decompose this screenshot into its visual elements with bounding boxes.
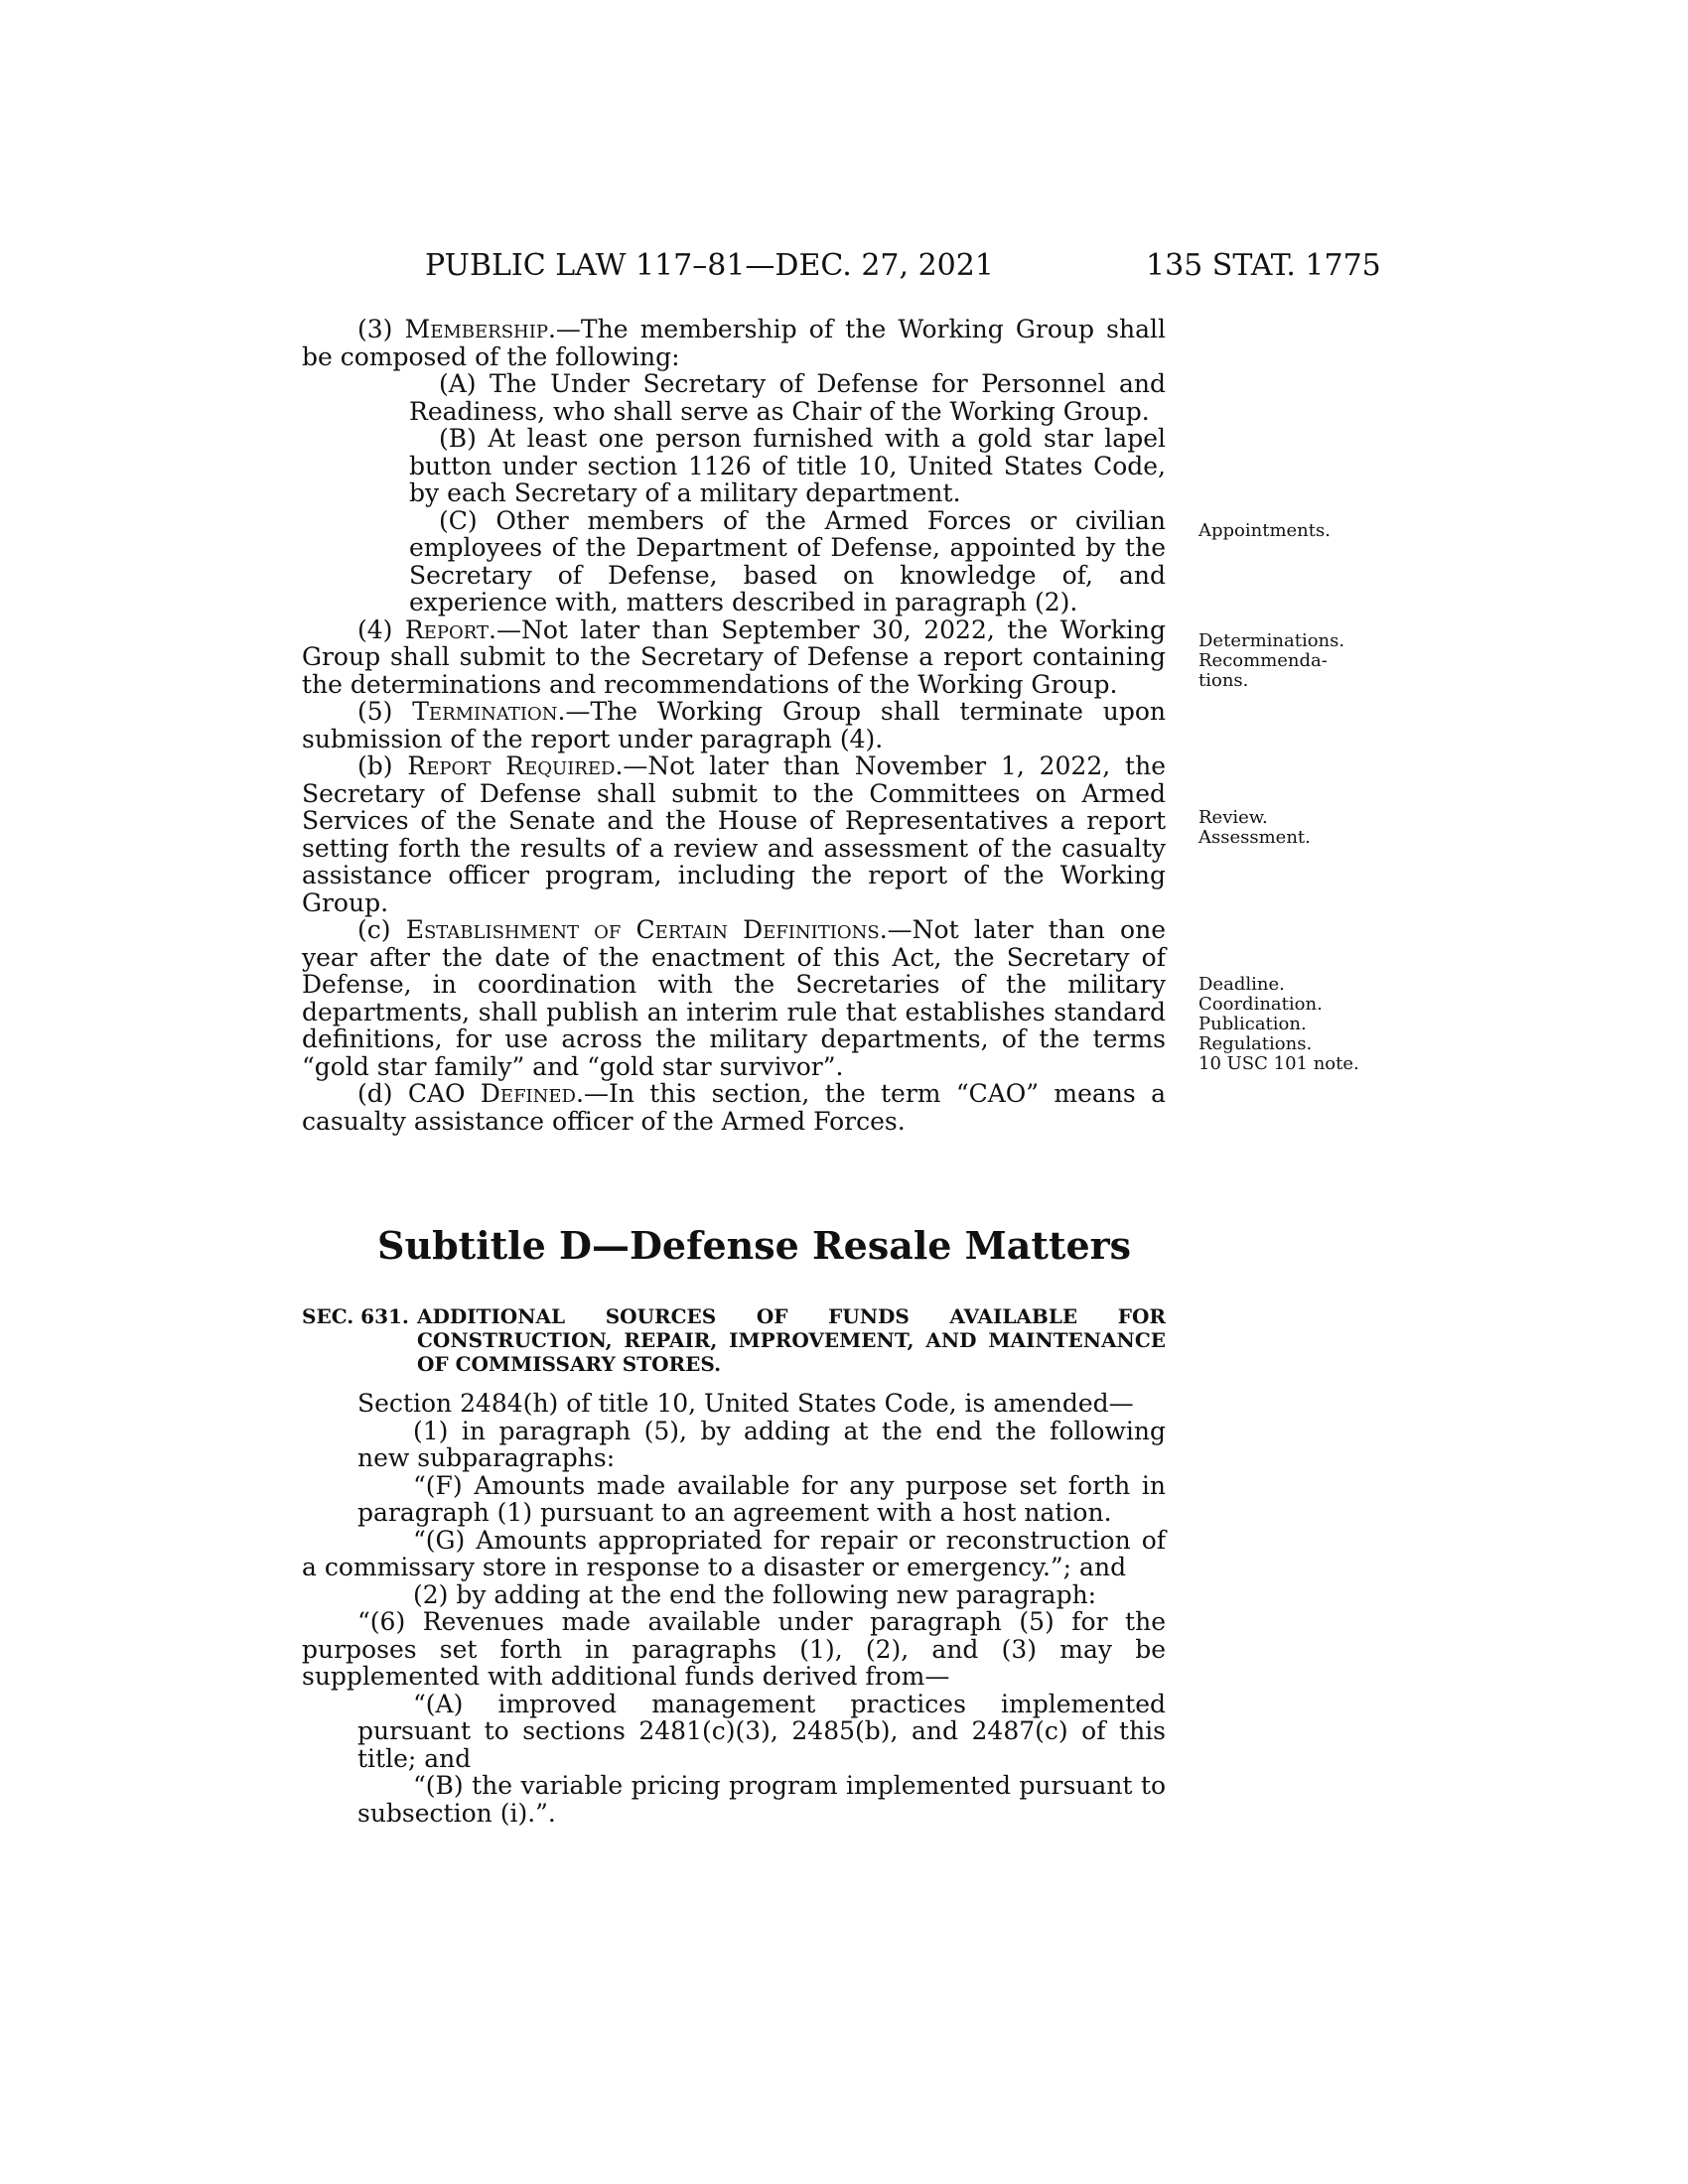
paragraph-4-heading: Report (404, 614, 489, 644)
section-631-item-g: “(G) Amounts appropriated for repair or reconstruction of a commissary store in response to a disaster or emergency.”; and (302, 1525, 1166, 1581)
paragraph-4: (4) Report.—Not later than September 30, 2022, the Working Group shall submit to the Secretary of Defense a report containing the determinations and recommendations of the Working Group. (302, 614, 1167, 699)
paragraph-3: (3) Membership.—The membership of the Working Group shall be composed of the following: (302, 315, 1167, 371)
page-header-stat: 135 STAT. 1775 (1146, 248, 1381, 283)
subparagraph-b: (B) At least one person furnished with a gold star lapel button under section 1126 of title 10, United States Code, by each Secretary of a military department. (409, 424, 1166, 507)
page-header-title: PUBLIC LAW 117–81—DEC. 27, 2021 (425, 248, 994, 283)
section-631-item-2: (2) by adding at the end the following new paragraph: (413, 1579, 1097, 1609)
subsection-b: (b) Report Required.—Not later than November 1, 2022, the Secretary of Defense shall submit to the Committees on Armed Services of the Senate and the House of Representatives a report setting forth the results of a review and assessment of the casualty assistance officer program, including the report of the Working Group. (302, 751, 1166, 917)
subtitle-heading: Subtitle D—Defense Resale Matters (377, 1223, 1132, 1268)
section-631-body (302, 1390, 1166, 1827)
section-631-item-a: “(A) improved management practices implemented pursuant to sections 2481(c)(3), 2485(b), and 2487(c) of this title; and (357, 1689, 1166, 1773)
subsection-c-heading: Establishment of Certain Definitions (405, 915, 880, 944)
section-631-item-f: “(F) Amounts made available for any purpose set forth in paragraph (1) pursuant to an agreement with a host nation. (357, 1470, 1166, 1527)
subsection-d: (d) CAO Defined.—In this section, the term “CAO” means a casualty assistance officer of the Armed Forces. (302, 1079, 1166, 1136)
section-631-title: ADDITIONAL SOURCES OF FUNDS AVAILABLE FOR CONSTRUCTION, REPAIR, IMPROVEMENT, AND MAINTENANCE OF COMMISSARY STORES. (417, 1304, 1166, 1376)
section-631-intro: Section 2484(h) of title 10, United States Code, is amended— (357, 1389, 1134, 1418)
subparagraph-c: (C) Other members of the Armed Forces or civilian employees of the Department of Defense, appointed by the Secretary of Defense, based on knowledge of, and experience with, matters described in paragraph (2). (409, 505, 1166, 616)
section-631-number: SEC. 631. (302, 1304, 409, 1328)
paragraph-3-heading: Membership (404, 315, 548, 343)
subparagraph-a: (A) The Under Secretary of Defense for Personnel and Readiness, who shall serve as Chair of the Working Group. (409, 369, 1166, 426)
section-membership (302, 316, 1166, 1135)
section-631-item-b: “(B) the variable pricing program implemented pursuant to subsection (i).”. (357, 1771, 1166, 1828)
margin-note-review: Review. Assessment. (1198, 807, 1311, 848)
section-631-heading (302, 1304, 1166, 1376)
paragraph-5: (5) Termination.—The Working Group shall terminate upon submission of the report under paragraph (4). (302, 697, 1166, 753)
section-631-item-6: “(6) Revenues made available under paragraph (5) for the purposes set forth in paragraphs (1), (2), and (3) may be supplemented with additional funds derived from— (302, 1607, 1166, 1691)
paragraph-5-heading: Termination (412, 697, 558, 726)
margin-note-deadline: Deadline. Coordination. Publication. Regulations. 10 USC 101 note. (1198, 974, 1359, 1074)
margin-note-appointments: Appointments. (1198, 520, 1331, 541)
margin-note-determinations: Determinations. Recommenda- tions. (1198, 630, 1345, 691)
subsection-d-heading: CAO Defined (407, 1079, 576, 1108)
subsection-b-heading: Report Required (407, 751, 616, 780)
subsection-c: (c) Establishment of Certain Definitions.—Not later than one year after the date of the enactment of this Act, the Secretary of Defense, in coordination with the Secretaries of the military departments, shall publish an interim rule that establishes standard definitions, for use across the military departments, of the terms “gold star family” and “gold star survivor”. (302, 915, 1166, 1081)
section-631-item-1: (1) in paragraph (5), by adding at the end the following new subparagraphs: (357, 1416, 1166, 1472)
